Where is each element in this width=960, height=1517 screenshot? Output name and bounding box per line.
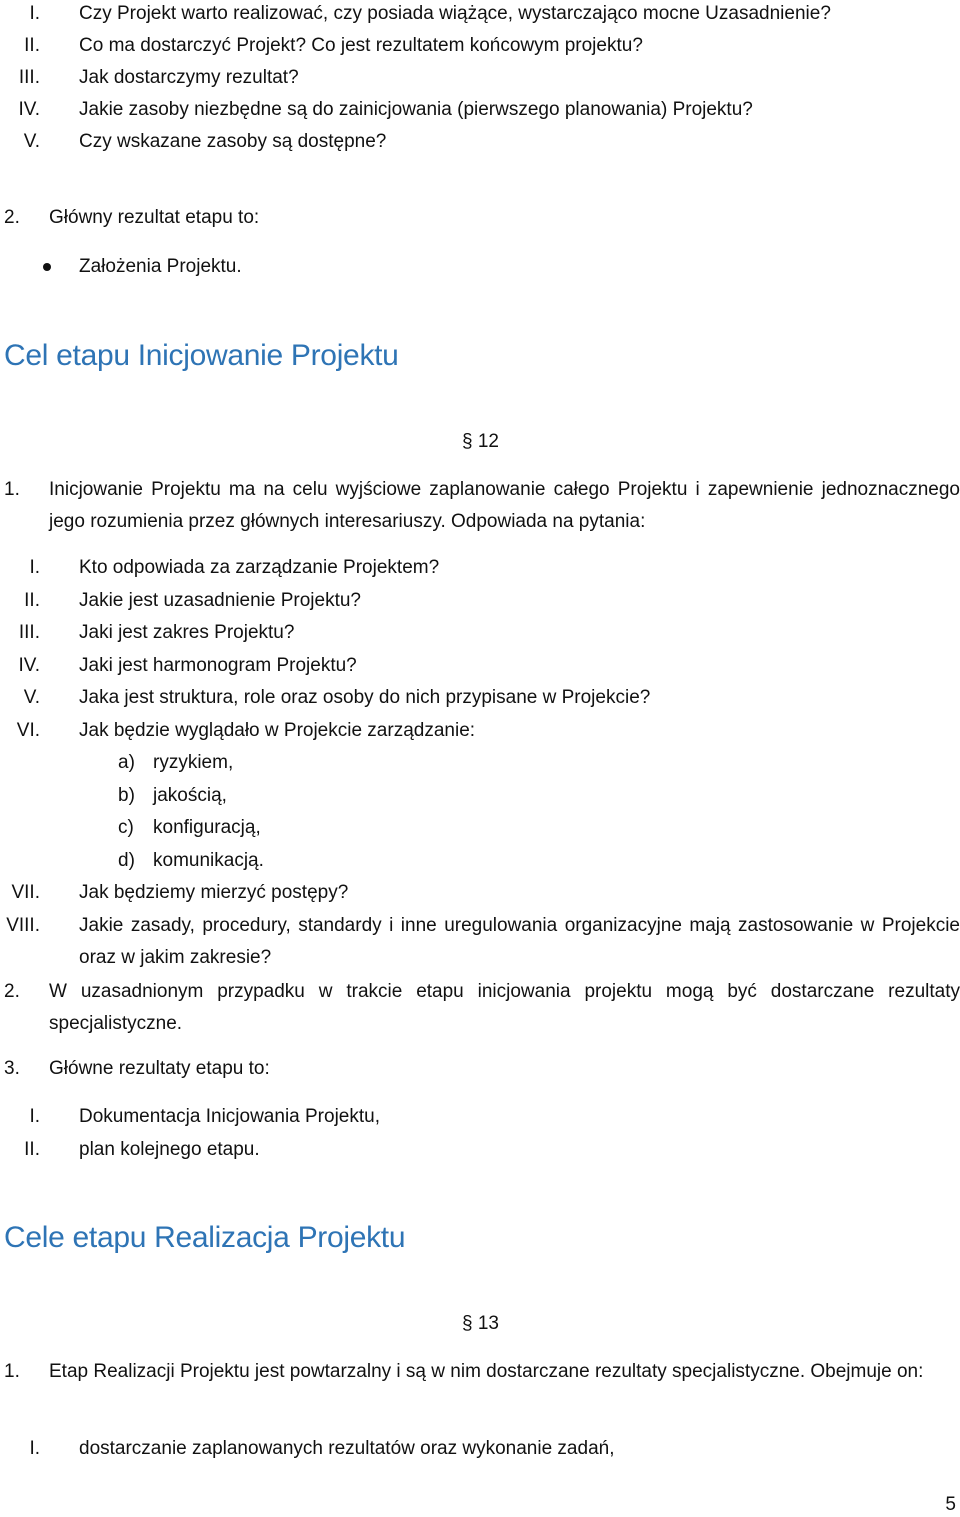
paragraph-number: 1. — [4, 479, 20, 500]
list-item: Jaka jest struktura, role oraz osoby do nich przypisane w Projekcie? — [79, 687, 651, 708]
sub-list-item: ryzykiem, — [153, 752, 234, 773]
paragraph-text: Inicjowanie Projektu ma na celu wyjściowe zaplanowanie całego Projektu i zapewnienie jednoznacznego jego rozumienia przez głównych interesariuszy. Odpowiada na pytania: — [49, 479, 960, 532]
list-number: III. — [18, 622, 40, 643]
list-number: V. — [23, 131, 40, 152]
list-number: II. — [24, 590, 40, 611]
list-number: II. — [24, 35, 40, 56]
list-item: Czy wskazane zasoby są dostępne? — [79, 131, 387, 152]
list-item: Czy Projekt warto realizować, czy posiada wiążące, wystarczająco mocne Uzasadnienie? — [79, 3, 831, 24]
paragraph-text: Etap Realizacji Projektu jest powtarzalny i są w nim dostarczane rezultaty specjalistyczne. Obejmuje on: — [49, 1361, 924, 1382]
sub-list-letter: c) — [118, 817, 134, 838]
list-item: Jak będziemy mierzyć postępy? — [79, 882, 349, 903]
sub-list-letter: d) — [118, 850, 135, 871]
list-number: V. — [23, 687, 40, 708]
paragraph-sign: § 13 — [462, 1313, 499, 1334]
list-item: Jakie jest uzasadnienie Projektu? — [79, 590, 362, 611]
list-number: I. — [29, 3, 40, 24]
paragraph-sign: § 12 — [462, 431, 499, 452]
list-number: VII. — [11, 882, 40, 903]
list-number: III. — [18, 67, 40, 88]
list-number: IV. — [18, 99, 40, 120]
sub-list-item: jakością, — [153, 785, 227, 806]
list-number: VIII. — [6, 915, 40, 936]
list-number: I. — [29, 1438, 40, 1459]
paragraph-number: 1. — [4, 1361, 20, 1382]
sub-list-item: komunikacją. — [153, 850, 264, 871]
list-item: Dokumentacja Inicjowania Projektu, — [79, 1106, 380, 1127]
list-number: IV. — [18, 655, 40, 676]
section-heading: Cel etapu Inicjowanie Projektu — [4, 339, 399, 372]
list-number: I. — [29, 557, 40, 578]
section-text: Główny rezultat etapu to: — [49, 207, 260, 228]
list-item: Jakie zasoby niezbędne są do zainicjowania (pierwszego planowania) Projektu? — [79, 99, 753, 120]
list-item: Jaki jest zakres Projektu? — [79, 622, 295, 643]
list-number: VI. — [16, 720, 40, 741]
paragraph-number: 3. — [4, 1058, 20, 1079]
sub-list-item: konfiguracją, — [153, 817, 261, 838]
list-number: II. — [24, 1139, 40, 1160]
list-item: dostarczanie zaplanowanych rezultatów oraz wykonanie zadań, — [79, 1438, 615, 1459]
sub-list-letter: a) — [118, 752, 135, 773]
bullet-item: Założenia Projektu. — [79, 256, 242, 277]
bullet-icon — [43, 263, 51, 271]
section-heading: Cele etapu Realizacja Projektu — [4, 1221, 406, 1254]
paragraph-text: Główne rezultaty etapu to: — [49, 1058, 270, 1079]
list-item: Jak będzie wyglądało w Projekcie zarządzanie: — [79, 720, 476, 741]
list-item: Jak dostarczymy rezultat? — [79, 67, 299, 88]
sub-list-letter: b) — [118, 785, 135, 806]
list-item: Kto odpowiada za zarządzanie Projektem? — [79, 557, 440, 578]
paragraph-text: W uzasadnionym przypadku w trakcie etapu inicjowania projektu mogą być dostarczane rezultaty specjalistyczne. — [49, 981, 960, 1034]
section-number: 2. — [4, 207, 20, 228]
list-number: I. — [29, 1106, 40, 1127]
paragraph-number: 2. — [4, 981, 20, 1002]
list-item: Jaki jest harmonogram Projektu? — [79, 655, 357, 676]
list-item: Jakie zasady, procedury, standardy i inne uregulowania organizacyjne mają zastosowanie w Projekcie oraz w jakim zakresie? — [79, 915, 960, 968]
list-item: plan kolejnego etapu. — [79, 1139, 260, 1160]
list-item: Co ma dostarczyć Projekt? Co jest rezultatem końcowym projektu? — [79, 35, 643, 56]
page-number: 5 — [945, 1494, 956, 1515]
